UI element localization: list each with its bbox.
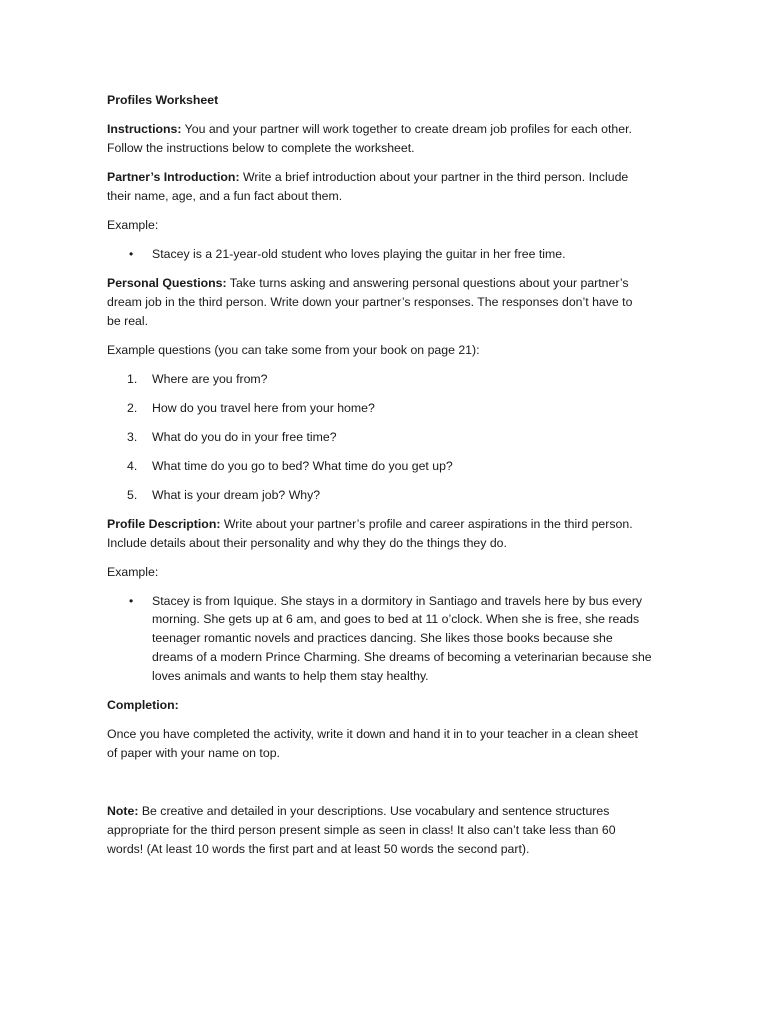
question-item: Where are you from? [152,372,268,386]
question-item: How do you travel here from your home? [152,401,375,415]
note-line-1 [107,803,609,819]
completion-line-1: Once you have completed the activity, write it down and hand it in to your teacher in a clean sheet [107,727,638,741]
document-title: Profiles Worksheet [107,93,219,107]
profile-description-line-2: Include details about their personality and why they do the things they do. [107,536,507,550]
example-questions-intro: Example questions (you can take some from your book on page 21): [107,343,480,357]
question-number: 5. [127,488,138,502]
question-number: 3. [127,430,138,444]
personal-questions-line-2: dream job in the third person. Write down your partner’s responses. The responses don’t have to [107,295,633,309]
completion-line-2: of paper with your name on top. [107,746,280,760]
question-number: 2. [127,401,138,415]
completion-heading: Completion: [107,698,179,712]
question-number: 1. [127,372,138,386]
partner-intro-line-2: their name, age, and a fun fact about them. [107,189,343,203]
note-line-2: appropriate for the third person present simple as seen in class! It also can’t take less than 60 [107,823,616,837]
example-bullet-2-line-2: morning. She gets up at 6 am, and goes to bed at 11 o’clock. When she is free, she reads [152,612,640,626]
question-item: What time do you go to bed? What time do you get up? [152,459,453,473]
bullet-marker-2: • [129,594,134,608]
note-label: Note: [107,804,139,818]
instructions-label: Instructions: [107,122,182,136]
profile-description-line-1 [107,516,633,532]
personal-questions-line-3: be real. [107,314,149,328]
example-bullet-2-line-1: Stacey is from Iquique. She stays in a dormitory in Santiago and travels here by bus every [152,594,643,608]
instructions-line-2: Follow the instructions below to complete the worksheet. [107,141,415,155]
example-bullet-1: Stacey is a 21-year-old student who loves playing the guitar in her free time. [152,247,566,261]
partner-intro-line-1 [107,169,628,185]
instructions-text-1: You and your partner will work together to create dream job profiles for each other. [184,122,632,136]
profile-description-text-1: Write about your partner’s profile and career aspirations in the third person. [223,517,633,531]
profile-description-label: Profile Description: [107,517,221,531]
example-label-2: Example: [107,565,159,579]
example-label-1: Example: [107,218,159,232]
note-line-3: words! (At least 10 words the first part and at least 50 words the second part). [107,842,530,856]
personal-questions-text-1: Take turns asking and answering personal questions about your partner’s [229,276,629,290]
example-bullet-2-line-5: loves animals and wants to help them stay healthy. [152,669,429,683]
note-text-1: Be creative and detailed in your descriptions. Use vocabulary and sentence structures [141,804,610,818]
partner-intro-text-1: Write a brief introduction about your partner in the third person. Include [242,170,629,184]
question-item: What is your dream job? Why? [152,488,321,502]
bullet-marker-1: • [129,247,134,261]
question-number: 4. [127,459,138,473]
example-bullet-2-line-4: dreams of a modern Prince Charming. She dreams of becoming a veterinarian because she [152,650,652,664]
question-item: What do you do in your free time? [152,430,337,444]
example-bullet-2-line-3: teenager romantic novels and practices dancing. She likes those books because she [152,631,613,645]
instructions-line-1 [107,121,632,137]
personal-questions-line-1 [107,275,629,291]
partner-intro-label: Partner’s Introduction: [107,170,240,184]
personal-questions-label: Personal Questions: [107,276,227,290]
